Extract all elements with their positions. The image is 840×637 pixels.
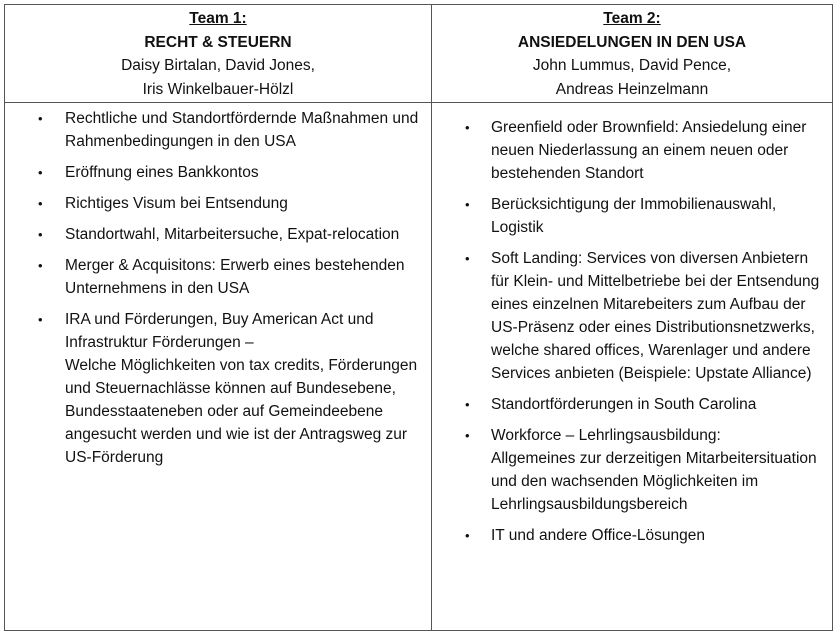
- list-item-text: Standortwahl, Mitarbeitersuche, Expat-relocation: [65, 226, 400, 243]
- team1-label: Team 1:: [189, 10, 247, 27]
- bullet-icon: •: [38, 258, 43, 273]
- team1-members-line2: Iris Winkelbauer-Hölzl: [142, 80, 294, 98]
- list-item-text: IRA und Förderungen, Buy American Act und Infrastruktur Förderungen –: [65, 311, 374, 351]
- list-item-text: Eröffnung eines Bankkontos: [65, 164, 259, 181]
- list-item-text: Berücksichtigung der Immobilienauswahl, Logistik: [491, 196, 777, 236]
- bullet-icon: •: [38, 165, 43, 180]
- list-item-text: Soft Landing: Services von diversen Anbietern für Klein- und Mittelbetriebe bei der Entsendung eines einzelnen Mitarebeiters zum Aufbau der US-Präsenz oder eines Distributionsnetzwerks, welche shared offices, Warenlager und andere Services anbieten (Beispiele: Upstate Alliance): [491, 250, 820, 382]
- team2-members-line2: Andreas Heinzelmann: [555, 80, 709, 98]
- team2-topic-list: [432, 103, 832, 547]
- list-item-text-continued: Allgemeines zur derzeitigen Mitarbeitersituation und den wachsenden Möglichkeiten im Lehrlingsausbildungsbereich: [491, 450, 817, 513]
- list-item: [432, 116, 832, 185]
- list-item-text-continued: Welche Möglichkeiten von tax credits, Förderungen und Steuernachlässe können auf Bundesebene, Bundesstaateneben oder auf Gemeindeebene angesucht werden und wie ist der Antragsweg zur US-Förderung: [65, 357, 418, 466]
- list-item-text: Rechtliche und Standortfördernde Maßnahmen und Rahmenbedingungen in den USA: [65, 110, 419, 150]
- team2-members-line1: John Lummus, David Pence,: [532, 57, 732, 74]
- team1-topic-list: [5, 103, 431, 469]
- bullet-icon: •: [465, 251, 470, 266]
- bullet-icon: •: [38, 111, 43, 126]
- team2-topics-cell: [432, 103, 832, 630]
- list-item: [5, 223, 431, 246]
- team2-label: Team 2:: [603, 10, 661, 27]
- team1-topics-cell: [5, 103, 432, 630]
- bullet-icon: •: [38, 312, 43, 327]
- list-item-text: Workforce – Lehrlingsausbildung:: [491, 427, 721, 444]
- list-item: [5, 107, 431, 153]
- list-item: [5, 254, 431, 300]
- bullet-icon: •: [465, 528, 470, 543]
- team1-topic: RECHT & STEUERN: [144, 33, 292, 51]
- list-item-text: Richtiges Visum bei Entsendung: [65, 195, 288, 212]
- team1-header: [5, 5, 432, 103]
- list-item: [432, 393, 832, 416]
- bullet-icon: •: [38, 227, 43, 242]
- list-item: [432, 524, 832, 547]
- list-item: [432, 247, 832, 385]
- list-item: [432, 424, 832, 516]
- bullet-icon: •: [38, 196, 43, 211]
- list-item-text: Merger & Acquisitons: Erwerb eines bestehenden Unternehmens in den USA: [65, 257, 405, 297]
- list-item: [5, 192, 431, 215]
- bullet-icon: •: [465, 120, 470, 135]
- team2-topic: ANSIEDELUNGEN IN DEN USA: [517, 33, 747, 51]
- list-item-text: IT und andere Office-Lösungen: [491, 527, 705, 544]
- bullet-icon: •: [465, 397, 470, 412]
- team1-members-line1: Daisy Birtalan, David Jones,: [121, 57, 315, 74]
- bullet-icon: •: [465, 197, 470, 212]
- list-item-text: Standortförderungen in South Carolina: [491, 396, 757, 413]
- list-item-text: Greenfield oder Brownfield: Ansiedelung einer neuen Niederlassung an einem neuen oder bestehenden Standort: [491, 119, 807, 182]
- list-item: [432, 193, 832, 239]
- team2-header: [432, 5, 832, 103]
- list-item: [5, 308, 431, 469]
- team-table: [4, 4, 833, 631]
- bullet-icon: •: [465, 428, 470, 443]
- list-item: [5, 161, 431, 184]
